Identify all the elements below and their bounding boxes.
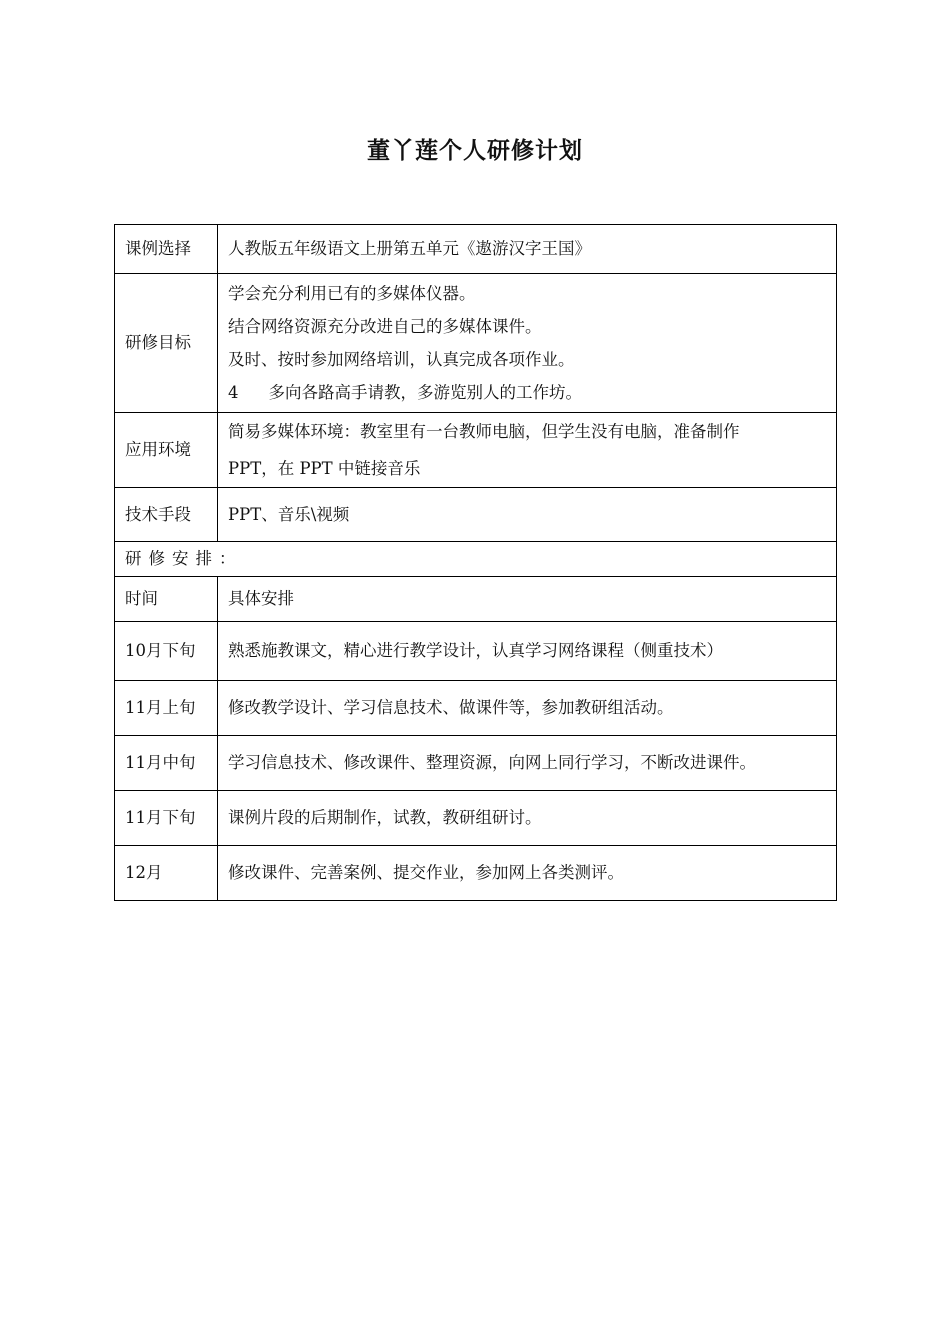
schedule-time: 11月中旬 — [115, 736, 218, 791]
case-value: 人教版五年级语文上册第五单元《遨游汉字王国》 — [218, 225, 837, 274]
goal-item: 及时、按时参加网络培训，认真完成各项作业。 — [228, 350, 575, 369]
goal-item — [228, 376, 826, 409]
row-technique — [115, 488, 837, 542]
goal-number: 4 — [228, 383, 239, 402]
goal-item: 学会充分利用已有的多媒体仪器。 — [228, 284, 476, 303]
table-row — [115, 622, 837, 681]
table-row — [115, 736, 837, 791]
schedule-header: 研修安排： — [115, 542, 837, 577]
col-plan-header: 具体安排 — [218, 577, 837, 622]
environment-line: 简易多媒体环境：教室里有一台教师电脑，但学生没有电脑，准备制作 — [228, 422, 740, 441]
goals-label: 研修目标 — [115, 274, 218, 413]
schedule-plan: 熟悉施教课文，精心进行教学设计，认真学习网络课程（侧重技术） — [218, 622, 837, 681]
row-goals — [115, 274, 837, 413]
schedule-time: 10月下旬 — [115, 622, 218, 681]
technique-label: 技术手段 — [115, 488, 218, 542]
schedule-time: 11月上旬 — [115, 681, 218, 736]
schedule-plan: 课例片段的后期制作，试教，教研组研讨。 — [218, 791, 837, 846]
table-row — [115, 846, 837, 901]
row-environment — [115, 413, 837, 488]
col-time-header: 时间 — [115, 577, 218, 622]
goals-list — [218, 274, 837, 413]
schedule-plan: 修改课件、完善案例、提交作业，参加网上各类测评。 — [218, 846, 837, 901]
technique-value: PPT、音乐\视频 — [218, 488, 837, 542]
schedule-time: 11月下旬 — [115, 791, 218, 846]
environment-line: PPT，在 PPT 中链接音乐 — [228, 459, 421, 478]
goal-text: 多向各路高手请教，多游览别人的工作坊。 — [268, 383, 582, 402]
goal-item: 结合网络资源充分改进自己的多媒体课件。 — [228, 317, 542, 336]
page-title: 董丫莲个人研修计划 — [367, 138, 583, 164]
case-label: 课例选择 — [115, 225, 218, 274]
row-schedule-header — [115, 542, 837, 577]
schedule-plan: 修改教学设计、学习信息技术、做课件等，参加教研组活动。 — [218, 681, 837, 736]
plan-table — [114, 224, 837, 901]
environment-value — [218, 413, 837, 488]
row-schedule-columns — [115, 577, 837, 622]
table-row — [115, 791, 837, 846]
schedule-time: 12月 — [115, 846, 218, 901]
table-row — [115, 681, 837, 736]
environment-label: 应用环境 — [115, 413, 218, 488]
row-case — [115, 225, 837, 274]
schedule-plan: 学习信息技术、修改课件、整理资源，向网上同行学习，不断改进课件。 — [218, 736, 837, 791]
